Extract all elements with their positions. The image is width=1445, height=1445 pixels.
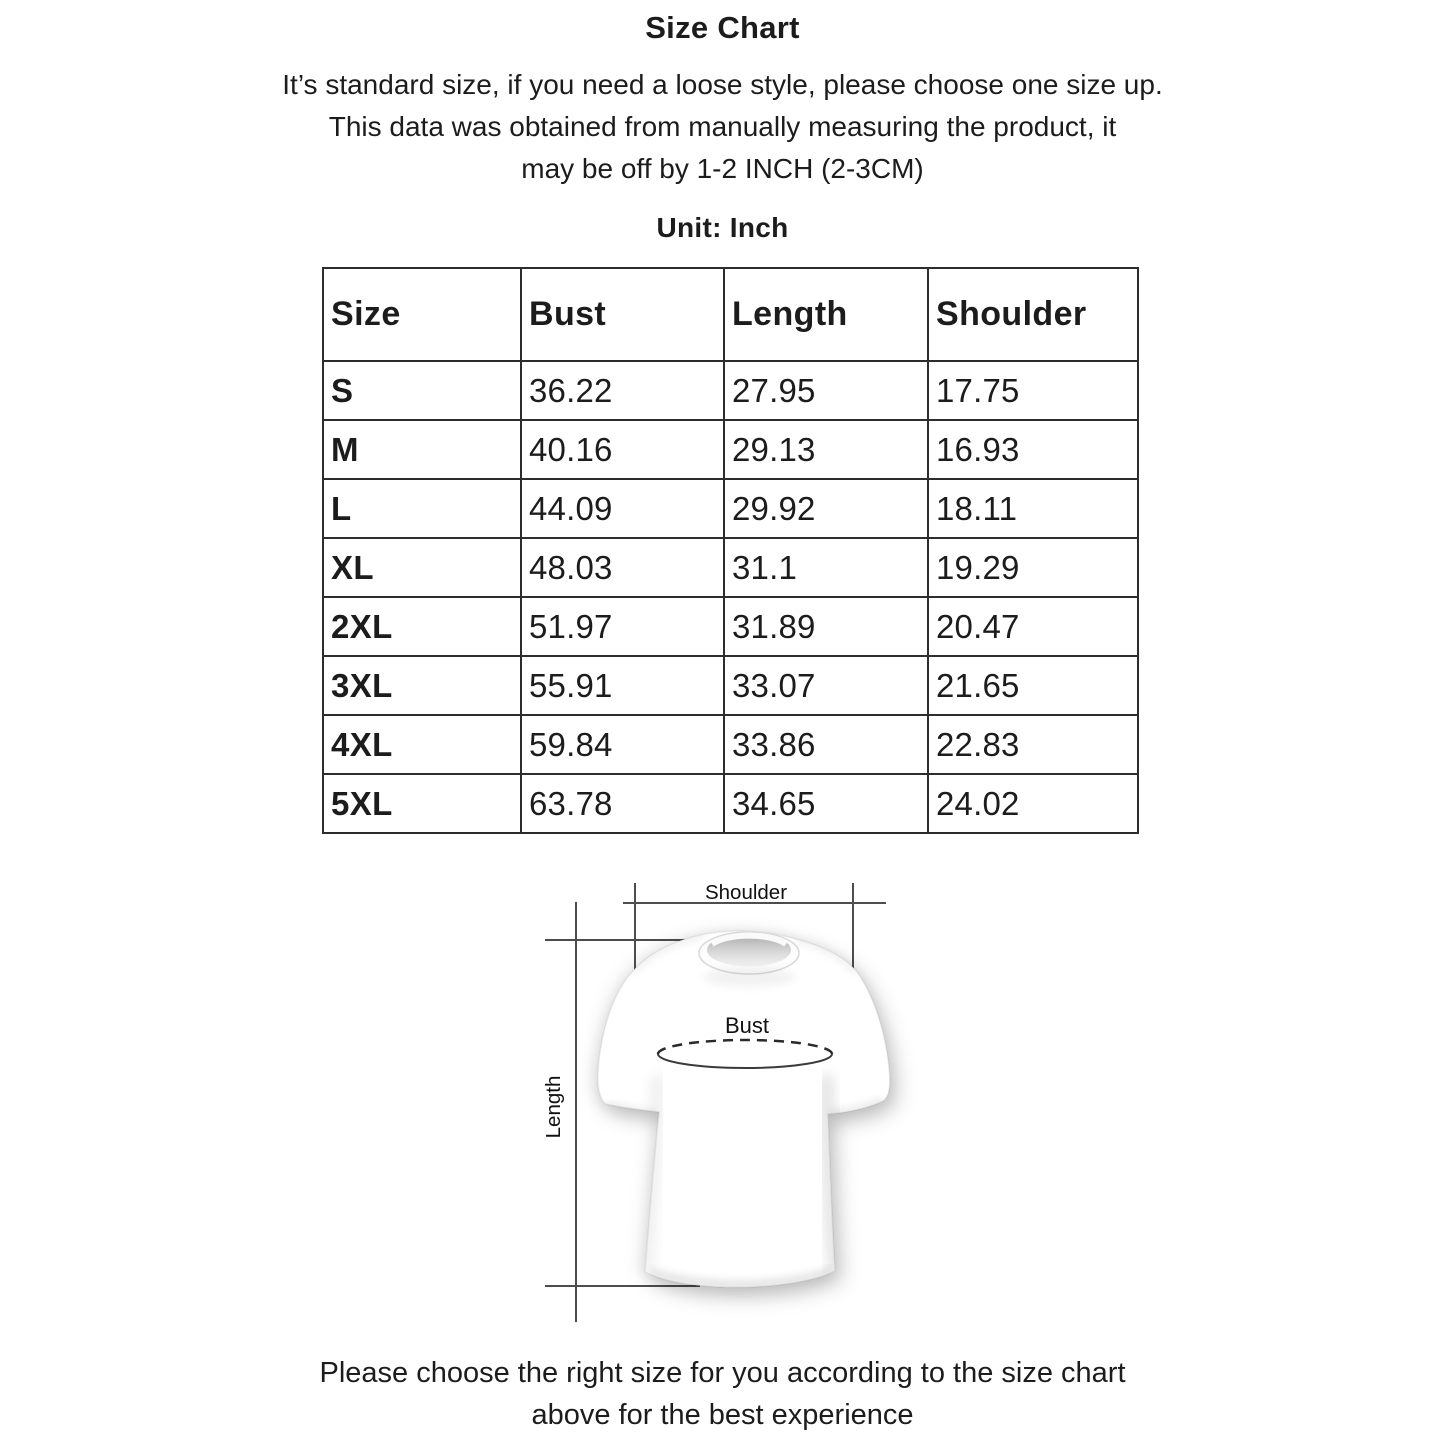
footer-line: Please choose the right size for you according to the size chart xyxy=(319,1357,1126,1389)
cell-size: M xyxy=(323,420,521,479)
intro-line: It’s standard size, if you need a loose style, please choose one size up. xyxy=(282,69,1163,100)
cell-bust: 51.97 xyxy=(521,597,724,656)
table-row xyxy=(323,656,1138,715)
footer-note xyxy=(0,1352,1445,1436)
cell-length: 33.07 xyxy=(724,656,928,715)
cell-size: 4XL xyxy=(323,715,521,774)
cell-length: 34.65 xyxy=(724,774,928,833)
table-row xyxy=(323,597,1138,656)
cell-size: 2XL xyxy=(323,597,521,656)
cell-shoulder: 24.02 xyxy=(928,774,1138,833)
length-label: Length xyxy=(542,1075,565,1139)
table-header-row xyxy=(323,268,1138,361)
column-header-shoulder: Shoulder xyxy=(928,268,1138,361)
cell-size: 3XL xyxy=(323,656,521,715)
cell-length: 29.13 xyxy=(724,420,928,479)
cell-length: 33.86 xyxy=(724,715,928,774)
cell-shoulder: 16.93 xyxy=(928,420,1138,479)
intro-line: This data was obtained from manually measuring the product, it xyxy=(328,111,1117,142)
cell-bust: 36.22 xyxy=(521,361,724,420)
cell-bust: 63.78 xyxy=(521,774,724,833)
cell-bust: 59.84 xyxy=(521,715,724,774)
table-row xyxy=(323,420,1138,479)
intro-line: may be off by 1-2 INCH (2-3CM) xyxy=(521,153,924,184)
collar-graphic xyxy=(699,932,799,987)
cell-bust: 55.91 xyxy=(521,656,724,715)
cell-size: L xyxy=(323,479,521,538)
cell-shoulder: 18.11 xyxy=(928,479,1138,538)
cell-shoulder: 20.47 xyxy=(928,597,1138,656)
cell-shoulder: 19.29 xyxy=(928,538,1138,597)
cell-length: 31.1 xyxy=(724,538,928,597)
footer-line: above for the best experience xyxy=(531,1399,914,1431)
cell-length: 29.92 xyxy=(724,479,928,538)
cell-size: XL xyxy=(323,538,521,597)
table-row xyxy=(323,361,1138,420)
table-row xyxy=(323,774,1138,833)
cell-bust: 44.09 xyxy=(521,479,724,538)
column-header-size: Size xyxy=(323,268,521,361)
column-header-bust: Bust xyxy=(521,268,724,361)
tshirt-measurement-diagram xyxy=(520,858,990,1348)
cell-shoulder: 22.83 xyxy=(928,715,1138,774)
column-header-length: Length xyxy=(724,268,928,361)
table-row xyxy=(323,715,1138,774)
cell-length: 31.89 xyxy=(724,597,928,656)
intro-text xyxy=(0,64,1445,190)
cell-bust: 48.03 xyxy=(521,538,724,597)
bust-label: Bust xyxy=(724,1013,770,1038)
table-row xyxy=(323,538,1138,597)
shoulder-label: Shoulder xyxy=(704,881,788,904)
tshirt-graphic xyxy=(598,931,890,1287)
unit-label: Unit: Inch xyxy=(656,212,789,243)
page-title: Size Chart xyxy=(645,10,800,45)
cell-length: 27.95 xyxy=(724,361,928,420)
cell-size: 5XL xyxy=(323,774,521,833)
table-row xyxy=(323,479,1138,538)
cell-bust: 40.16 xyxy=(521,420,724,479)
cell-size: S xyxy=(323,361,521,420)
size-table xyxy=(322,267,1139,834)
cell-shoulder: 17.75 xyxy=(928,361,1138,420)
cell-shoulder: 21.65 xyxy=(928,656,1138,715)
